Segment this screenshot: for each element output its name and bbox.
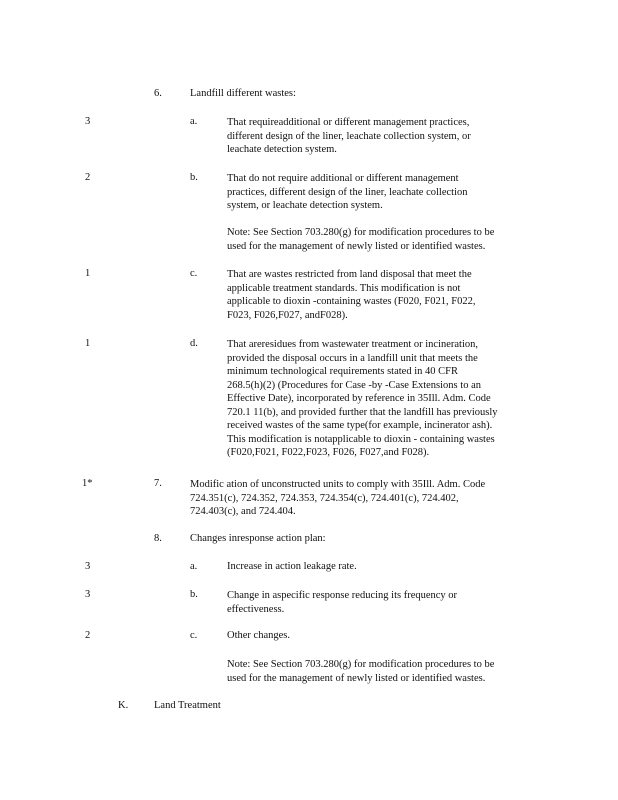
class-number: 1 [85,268,91,279]
class-number: 1 [85,338,91,349]
sub-item-letter: b. [190,172,198,183]
item-number: 7. [154,478,162,489]
item-text: Modific ation of unconstructed units to comply with 35Ill. Adm. Code 724.351(c), 724.352, 724.353, 724.354(c), 724.401(c), 724.402, 724.403(c), and 724.404. [190,479,486,517]
class-number: 3 [85,561,91,572]
section-title: Land Treatment [154,700,221,711]
item-number: 6. [154,88,162,99]
class-number: 2 [85,630,91,641]
class-number: 1* [82,478,93,489]
note-text: Note: See Section 703.280(g) for modification procedures to be used for the management of newly listed or identified wastes. [227,227,495,252]
sub-item-letter: b. [190,589,198,600]
sub-item-text: That are wastes restricted from land disposal that meet the applicable treatment standards. This modification is not applicable to dioxin -containing wastes (F020, F021, F022, F023, F026,F027, andF028). [227,269,476,321]
class-number: 3 [85,116,91,127]
class-number: 2 [85,172,91,183]
sub-item-letter: d. [190,338,198,349]
sub-item-letter: c. [190,630,198,641]
sub-item-text: That requireadditional or different management practices, different design of the liner, leachate collection system, or leachate detection system. [227,117,471,155]
sub-item-text: Other changes. [227,630,290,641]
class-number: 3 [85,589,91,600]
section-letter: K. [118,700,129,711]
sub-item-text: Change in aspecific response reducing its frequency or effectiveness. [227,590,458,615]
item-heading: Changes inresponse action plan: [190,533,326,544]
sub-item-letter: c. [190,268,198,279]
item-heading: Landfill different wastes: [190,88,296,99]
note-text: Note: See Section 703.280(g) for modification procedures to be used for the management of newly listed or identified wastes. [227,659,495,684]
sub-item-text: That areresidues from wastewater treatment or incineration, provided the disposal occurs in a landfill unit that meets the minimum technological requirements stated in 40 CFR 268.5(h)(2) (Procedures for Case -by -Case Extensions to an Effective Date), incorporated by reference in 35Ill. Adm. Code 720.1 11(b), and provided further that the landfill has previously received wastes of the same type(for example, incinerator ash). This modification is notapplicable to dioxin - containing wastes (F020,F021, F022,F023, F026, F027,and F028). [227,339,498,458]
sub-item-text: Increase in action leakage rate. [227,561,357,572]
sub-item-text: That do not require additional or different management practices, different design of the liner, leachate collection system, or leachate detection system. [227,173,468,211]
item-number: 8. [154,533,162,544]
sub-item-letter: a. [190,116,198,127]
sub-item-letter: a. [190,561,198,572]
